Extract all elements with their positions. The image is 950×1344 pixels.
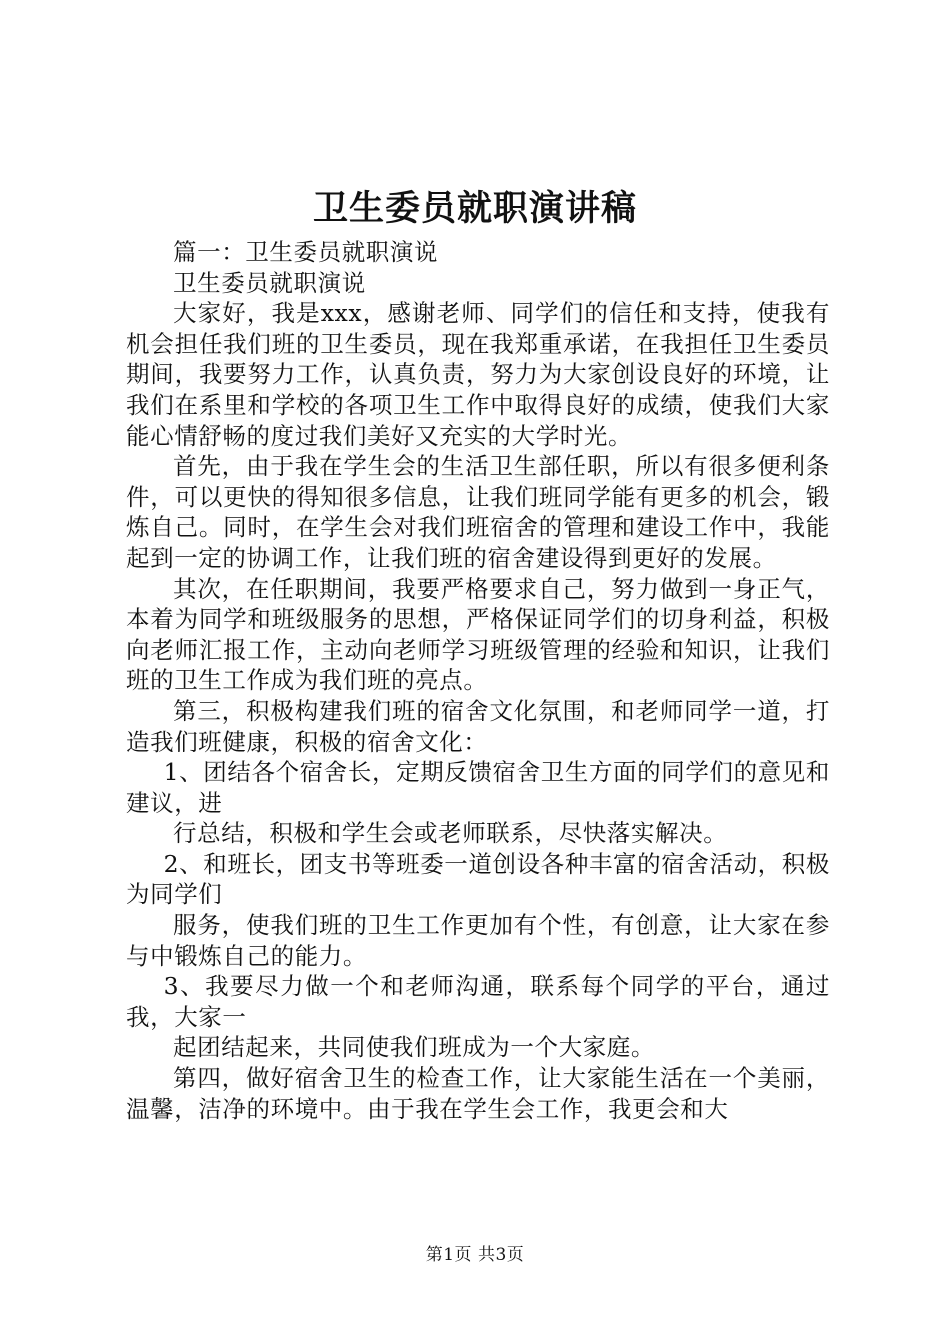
- list-item: 3、我要尽力做一个和老师沟通，联系每个同学的平台，通过我，大家一: [126, 972, 830, 1031]
- section-heading: 篇一：卫生委员就职演说: [173, 238, 439, 266]
- list-item: 2、和班长，团支书等班委一道创设各种丰富的宿舍活动，积极为同学们: [126, 849, 830, 909]
- paragraph: 首先，由于我在学生会的生活卫生部任职，所以有很多便利条件，可以更快的得知很多信息，让我们班同学能有更多的机会，锻炼自己。同时，在学生会对我们班宿舍的管理和建设工作中，我能起到一定的协调工作，让我们班的宿舍建设得到更好的发展。: [126, 452, 830, 572]
- paragraph: 第三，积极构建我们班的宿舍文化氛围，和老师同学一道，打造我们班健康，积极的宿舍文化：: [126, 696, 830, 756]
- paragraph: 服务，使我们班的卫生工作更加有个性，有创意，让大家在参与中锻炼自己的能力。: [126, 911, 830, 970]
- paragraph: 其次，在任职期间，我要严格要求自己，努力做到一身正气，本着为同学和班级服务的思想，严格保证同学们的切身利益，积极向老师汇报工作，主动向老师学习班级管理的经验和知识，让我们班的卫生工作成为我们班的亮点。: [126, 574, 830, 695]
- paragraph: 行总结，积极和学生会或老师联系，尽快落实解决。: [173, 819, 728, 848]
- page-number-footer: 第1页 共3页: [425, 1245, 525, 1265]
- paragraph: 第四，做好宿舍卫生的检查工作，让大家能生活在一个美丽，温馨，洁净的环境中。由于我在学生会工作，我更会和大: [126, 1064, 830, 1123]
- document-body: [126, 237, 830, 1124]
- paragraph: 起团结起来，共同使我们班成为一个大家庭。: [173, 1033, 655, 1062]
- paragraph: 大家好，我是xxx，感谢老师、同学们的信任和支持，使我有机会担任我们班的卫生委员，现在我郑重承诺，在我担任卫生委员期间，我要努力工作，认真负责，努力为大家创设良好的环境，让我们在系里和学校的各项卫生工作中取得良好的成绩，使我们大家能心情舒畅的度过我们美好又充实的大学时光。: [126, 299, 830, 450]
- list-item: 1、团结各个宿舍长，定期反馈宿舍卫生方面的同学们的意见和建议，进: [126, 758, 830, 817]
- document-title: 卫生委员就职演讲稿: [312, 188, 637, 229]
- subheading: 卫生委员就职演说: [173, 268, 366, 297]
